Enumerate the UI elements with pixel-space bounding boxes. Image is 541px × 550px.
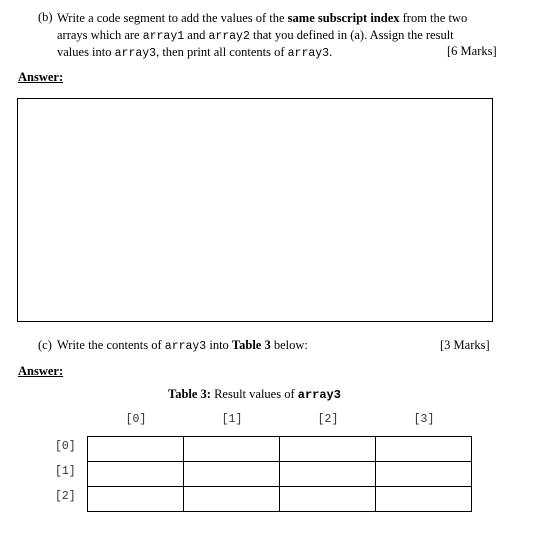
table-3-title: Table 3: Result values of array3 xyxy=(168,387,341,402)
table-cell[interactable] xyxy=(280,437,376,462)
table-cell[interactable] xyxy=(88,462,184,487)
table-cell[interactable] xyxy=(280,462,376,487)
table-cell[interactable] xyxy=(88,437,184,462)
answer-box-b[interactable] xyxy=(17,98,493,322)
row-header-0: [0] xyxy=(55,440,76,453)
table-cell[interactable] xyxy=(88,487,184,512)
question-b-label: (b) xyxy=(38,10,53,24)
question-b-marks: [6 Marks] xyxy=(447,44,497,58)
table-cell[interactable] xyxy=(376,487,472,512)
result-table xyxy=(87,436,472,512)
column-header-2: [2] xyxy=(317,413,339,426)
table-cell[interactable] xyxy=(184,437,280,462)
answer-label-c: Answer: xyxy=(18,364,64,378)
question-b-line-1: Write a code segment to add the values of the same subscript index from the two xyxy=(57,11,468,25)
question-b-line-3: values into array3, then print all contents of array3. xyxy=(57,45,333,60)
table-row xyxy=(88,437,472,462)
table-row xyxy=(88,487,472,512)
question-c-label: (c) xyxy=(38,338,52,352)
column-header-0: [0] xyxy=(125,413,147,426)
question-c-text: Write the contents of array3 into Table 3 below: xyxy=(57,338,308,353)
table-cell[interactable] xyxy=(376,437,472,462)
row-header-1: [1] xyxy=(55,465,76,478)
answer-label-b: Answer: xyxy=(18,70,64,84)
table-cell[interactable] xyxy=(184,487,280,512)
question-b-line-2: arrays which are array1 and array2 that you defined in (a). Assign the result xyxy=(57,28,454,43)
column-header-3: [3] xyxy=(413,413,435,426)
row-header-2: [2] xyxy=(55,490,76,503)
table-cell[interactable] xyxy=(376,462,472,487)
table-row xyxy=(88,462,472,487)
question-c-marks: [3 Marks] xyxy=(440,338,490,352)
table-cell[interactable] xyxy=(280,487,376,512)
table-cell[interactable] xyxy=(184,462,280,487)
column-header-1: [1] xyxy=(221,413,243,426)
